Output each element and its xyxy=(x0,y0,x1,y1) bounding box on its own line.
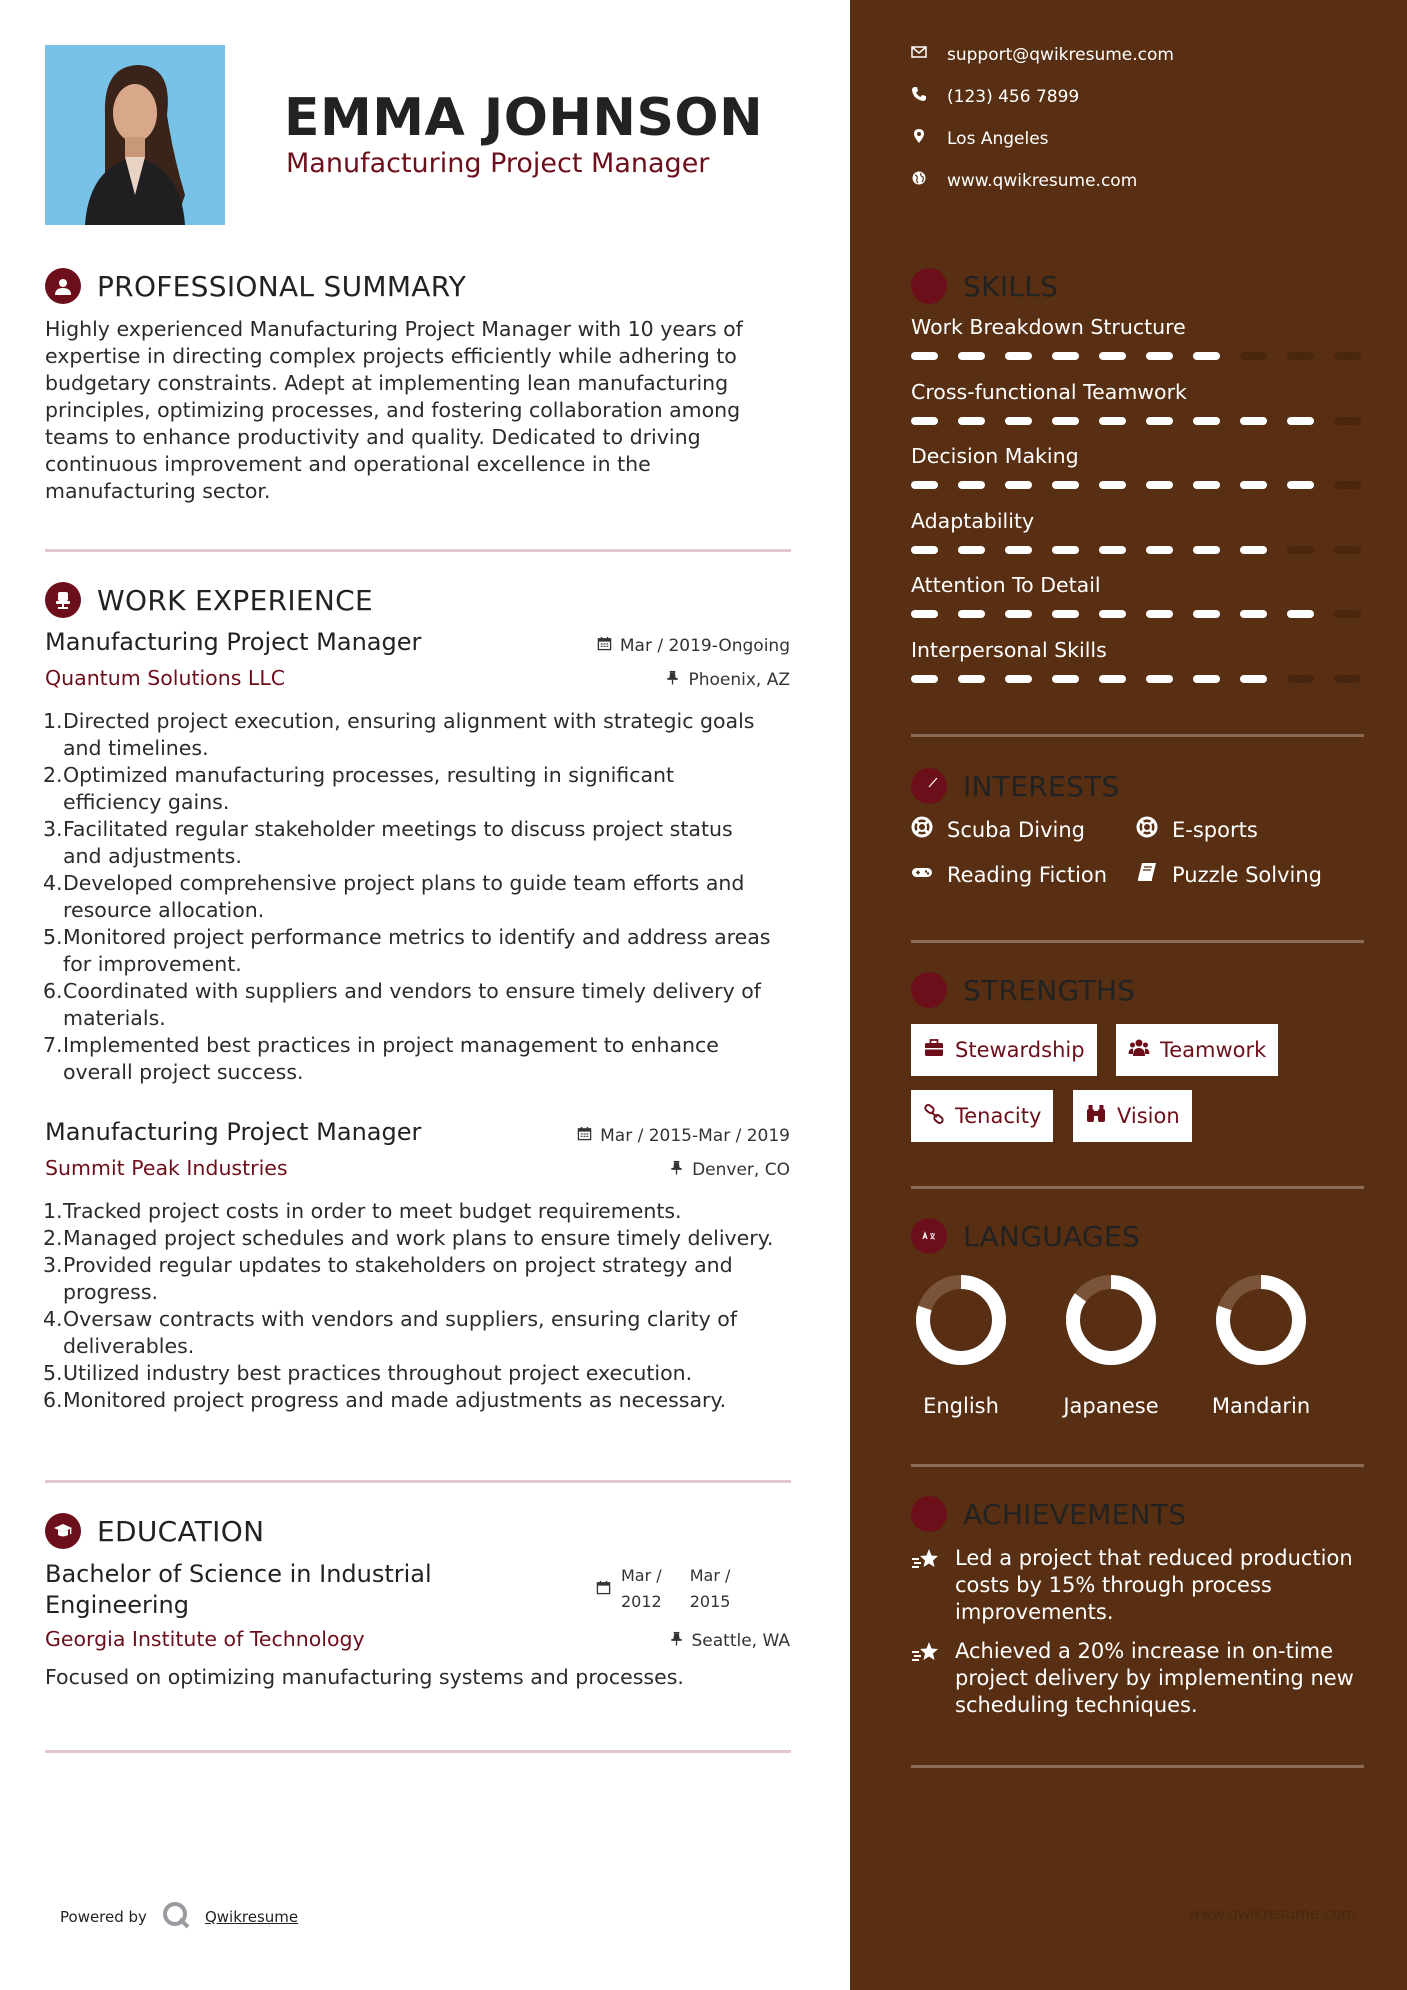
skill-level-empty xyxy=(1334,610,1361,618)
list-item xyxy=(43,762,823,816)
achievement-line: scheduling techniques. xyxy=(955,1693,1198,1717)
lifebuoy-icon xyxy=(911,816,947,843)
skill-level-meter xyxy=(911,610,1361,618)
strength-tag xyxy=(1116,1024,1278,1076)
briefcase-icon xyxy=(923,1037,955,1064)
skill-level-filled xyxy=(1146,610,1173,618)
skill-level-empty xyxy=(1287,675,1314,683)
education-title: EDUCATION xyxy=(97,1514,265,1548)
item-text: Utilized industry best practices throughout project execution. xyxy=(63,1361,693,1385)
skill-level-filled xyxy=(1240,417,1267,425)
item-number: 1. xyxy=(43,1199,63,1223)
job-location-text: Phoenix, AZ xyxy=(688,670,790,690)
interest-label: Puzzle Solving xyxy=(1172,862,1322,887)
education-end xyxy=(690,1563,731,1615)
item-text: Tracked project costs in order to meet budget requirements. xyxy=(63,1199,682,1223)
list-item xyxy=(43,1252,823,1306)
globe-icon xyxy=(911,170,947,191)
skill-level-filled xyxy=(958,417,985,425)
job-company: Quantum Solutions LLC xyxy=(45,666,286,690)
item-number: 3. xyxy=(43,1253,63,1277)
skill-level-filled xyxy=(958,481,985,489)
qwikresume-logo-icon xyxy=(161,1900,191,1934)
interest-label: Reading Fiction xyxy=(947,862,1108,887)
item-text: Oversaw contracts with vendors and suppliers, ensuring clarity of xyxy=(63,1307,738,1331)
skill-level-filled xyxy=(1146,352,1173,360)
languages-heading xyxy=(911,1218,1140,1254)
job-responsibilities xyxy=(43,1198,823,1414)
skills-heading xyxy=(911,268,1058,304)
summary-text xyxy=(45,316,835,505)
contact-phone xyxy=(911,86,1079,107)
item-number: 7. xyxy=(43,1033,63,1057)
summary-line: Highly experienced Manufacturing Project Manager with 10 years of xyxy=(45,317,743,341)
strength-label: Vision xyxy=(1117,1104,1180,1128)
item-text: Managed project schedules and work plans to ensure timely delivery. xyxy=(63,1226,774,1250)
language-item xyxy=(901,1270,1021,1418)
contact-location-text: Los Angeles xyxy=(947,128,1049,149)
section-divider xyxy=(45,549,791,552)
skill-level-filled xyxy=(1005,675,1032,683)
skill-level-empty xyxy=(1334,546,1361,554)
skill-level-filled xyxy=(1193,675,1220,683)
list-item xyxy=(43,816,823,870)
lifebuoy-icon xyxy=(1136,816,1172,843)
list-item xyxy=(43,708,823,762)
book-icon xyxy=(1136,861,1172,888)
powered-by-label: Powered by xyxy=(60,1908,147,1926)
item-text: Monitored project performance metrics to identify and address areas xyxy=(63,925,771,949)
skill-level-filled xyxy=(1099,675,1126,683)
achievement-line: project delivery by implementing new xyxy=(955,1666,1354,1690)
end-year: 2015 xyxy=(689,1592,731,1611)
pin-icon xyxy=(669,1160,684,1180)
shooting-star-icon xyxy=(911,1638,955,1719)
skill-level-empty xyxy=(1334,352,1361,360)
item-text: deliverables. xyxy=(63,1334,195,1358)
skill-level-filled xyxy=(1099,417,1126,425)
list-item xyxy=(43,1306,823,1360)
item-text: materials. xyxy=(63,1006,166,1030)
language-item xyxy=(1201,1270,1321,1418)
language-donut xyxy=(1211,1270,1311,1370)
skill-level-filled xyxy=(1005,610,1032,618)
footer-powered-by xyxy=(60,1900,298,1934)
skill-level-filled xyxy=(1005,546,1032,554)
skill-level-filled xyxy=(1052,352,1079,360)
languages-title: LANGUAGES xyxy=(963,1219,1141,1253)
end-month: Mar / xyxy=(689,1566,731,1585)
item-text: Implemented best practices in project management to enhance xyxy=(63,1033,719,1057)
skill-level-empty xyxy=(1334,675,1361,683)
skill-level-empty xyxy=(1334,481,1361,489)
skill-level-empty xyxy=(1240,352,1267,360)
skill-level-empty xyxy=(1287,352,1314,360)
summary-line: manufacturing sector. xyxy=(45,479,271,503)
start-month: Mar / xyxy=(621,1566,662,1585)
interest-item xyxy=(911,816,1085,843)
skill-level-meter xyxy=(911,352,1361,360)
skill-level-filled xyxy=(1146,546,1173,554)
item-number: 5. xyxy=(43,1361,63,1385)
item-number: 1. xyxy=(43,709,63,733)
language-donut xyxy=(1061,1270,1161,1370)
skill-level-filled xyxy=(1240,675,1267,683)
contact-website-text[interactable]: www.qwikresume.com xyxy=(947,170,1138,191)
fist-icon xyxy=(911,972,947,1008)
pin-icon xyxy=(669,1631,684,1651)
gamepad-icon xyxy=(911,861,947,888)
phone-icon xyxy=(911,86,947,107)
strength-tag xyxy=(911,1090,1053,1142)
interest-item xyxy=(1136,816,1258,843)
skill-level-meter xyxy=(911,417,1361,425)
item-text: Facilitated regular stakeholder meetings to discuss project status xyxy=(63,817,733,841)
skill-level-filled xyxy=(958,352,985,360)
item-text: Directed project execution, ensuring alignment with strategic goals xyxy=(63,709,755,733)
binoculars-icon xyxy=(1085,1103,1117,1130)
start-year: 2012 xyxy=(621,1592,662,1611)
calendar-icon xyxy=(596,1580,611,1599)
skill-level-filled xyxy=(1146,675,1173,683)
map-pin-icon xyxy=(911,128,947,149)
star-badge-icon xyxy=(911,1496,947,1532)
skill-name: Cross-functional Teamwork xyxy=(911,379,1187,404)
achievements-title: ACHIEVEMENTS xyxy=(963,1497,1187,1531)
skill-level-filled xyxy=(1099,352,1126,360)
skills-title: SKILLS xyxy=(963,269,1059,303)
skill-level-filled xyxy=(958,546,985,554)
envelope-icon xyxy=(911,44,947,65)
job-title: Manufacturing Project Manager xyxy=(45,628,422,656)
job-responsibilities xyxy=(43,708,823,1086)
skill-level-filled xyxy=(1052,675,1079,683)
strength-tag xyxy=(911,1024,1097,1076)
item-number: 4. xyxy=(43,1307,63,1331)
job-location xyxy=(669,1160,790,1180)
achievement-item xyxy=(911,1545,1371,1626)
skill-level-filled xyxy=(1052,610,1079,618)
interest-label: Scuba Diving xyxy=(947,817,1085,842)
contact-location xyxy=(911,128,1049,149)
skill-level-filled xyxy=(958,610,985,618)
language-item xyxy=(1051,1270,1171,1418)
skill-level-filled xyxy=(1240,546,1267,554)
item-text: efficiency gains. xyxy=(63,790,230,814)
job-dates-text: Mar / 2019-Ongoing xyxy=(619,636,790,656)
translate-icon xyxy=(911,1218,947,1254)
skill-level-filled xyxy=(911,481,938,489)
summary-heading xyxy=(45,268,466,304)
summary-line: expertise in directing complex projects efficiently while adhering to xyxy=(45,344,737,368)
item-text: progress. xyxy=(63,1280,159,1304)
job-location xyxy=(665,670,790,690)
contact-website xyxy=(911,170,1137,191)
item-text: Developed comprehensive project plans to guide team efforts and xyxy=(63,871,745,895)
skill-level-filled xyxy=(1287,481,1314,489)
skill-name: Interpersonal Skills xyxy=(911,637,1107,662)
calendar-icon xyxy=(597,636,612,656)
summary-line: budgetary constraints. Adept at implementing lean manufacturing xyxy=(45,371,729,395)
job-title: Manufacturing Project Manager xyxy=(45,1118,422,1146)
lightbulb-icon xyxy=(911,268,947,304)
job-company: Summit Peak Industries xyxy=(45,1156,288,1180)
skill-name: Work Breakdown Structure xyxy=(911,315,1186,339)
item-number: 3. xyxy=(43,817,63,841)
job-dates-text: Mar / 2015-Mar / 2019 xyxy=(600,1126,790,1146)
section-divider xyxy=(911,1765,1364,1768)
item-text: Coordinated with suppliers and vendors to ensure timely delivery of xyxy=(63,979,761,1003)
interest-item xyxy=(1136,861,1322,888)
achievement-line: Led a project that reduced production xyxy=(955,1546,1353,1570)
skill-level-filled xyxy=(1005,352,1032,360)
education-description: Focused on optimizing manufacturing systems and processes. xyxy=(45,1665,684,1689)
item-text: Optimized manufacturing processes, resulting in significant xyxy=(63,763,675,787)
item-text: Provided regular updates to stakeholders on project strategy and xyxy=(63,1253,733,1277)
skill-level-meter xyxy=(911,546,1361,554)
degree-line: Engineering xyxy=(45,1591,189,1619)
education-heading xyxy=(45,1513,264,1549)
contact-phone-text: (123) 456 7899 xyxy=(947,86,1080,107)
list-item xyxy=(43,1198,823,1225)
skill-level-filled xyxy=(1146,417,1173,425)
skill-level-filled xyxy=(1099,481,1126,489)
skill-name: Adaptability xyxy=(911,508,1035,533)
shooting-star-icon xyxy=(911,1545,955,1626)
school: Georgia Institute of Technology xyxy=(45,1627,365,1651)
link-icon xyxy=(923,1103,955,1130)
users-icon xyxy=(1128,1037,1160,1064)
strength-label: Teamwork xyxy=(1160,1038,1267,1062)
skill-level-filled xyxy=(1052,481,1079,489)
item-number: 2. xyxy=(43,763,63,787)
language-label: English xyxy=(923,1394,999,1418)
skill-level-meter xyxy=(911,481,1361,489)
item-text: and timelines. xyxy=(63,736,209,760)
skill-level-empty xyxy=(1287,546,1314,554)
section-divider xyxy=(911,940,1364,943)
degree xyxy=(45,1559,432,1621)
summary-line: principles, optimizing processes, and fostering collaboration among xyxy=(45,398,741,422)
skill-level-filled xyxy=(1005,417,1032,425)
language-label: Mandarin xyxy=(1211,1394,1311,1418)
education-start xyxy=(621,1563,662,1615)
strength-label: Stewardship xyxy=(955,1038,1085,1062)
skill-level-filled xyxy=(1052,546,1079,554)
chair-icon xyxy=(45,582,81,618)
skill-level-meter xyxy=(911,675,1361,683)
skill-level-filled xyxy=(911,675,938,683)
job-dates xyxy=(577,1126,790,1146)
list-item xyxy=(43,870,823,924)
list-item xyxy=(43,924,823,978)
achievement-text xyxy=(955,1638,1354,1719)
achievement-line: improvements. xyxy=(955,1600,1114,1624)
user-icon xyxy=(45,268,81,304)
achievements-heading xyxy=(911,1496,1186,1532)
interests-heading xyxy=(911,768,1120,804)
item-text: overall project success. xyxy=(63,1060,304,1084)
skill-level-filled xyxy=(1193,546,1220,554)
skill-level-filled xyxy=(911,352,938,360)
item-text: Monitored project progress and made adjustments as necessary. xyxy=(63,1388,727,1412)
education-location xyxy=(669,1631,791,1651)
skill-name: Attention To Detail xyxy=(911,573,1101,597)
skill-level-empty xyxy=(1334,417,1361,425)
graduation-cap-icon xyxy=(45,1513,81,1549)
item-number: 4. xyxy=(43,871,63,895)
skill-level-filled xyxy=(1005,481,1032,489)
item-number: 6. xyxy=(43,1388,63,1412)
skill-level-filled xyxy=(911,546,938,554)
skill-level-filled xyxy=(911,610,938,618)
item-number: 5. xyxy=(43,925,63,949)
candidate-name: EMMA JOHNSON xyxy=(284,88,764,148)
strength-tag xyxy=(1073,1090,1192,1142)
skill-level-filled xyxy=(1287,417,1314,425)
list-item xyxy=(43,978,823,1032)
summary-line: teams to enhance productivity and quality. Dedicated to driving xyxy=(45,425,701,449)
candidate-role: Manufacturing Project Manager xyxy=(286,148,710,179)
section-divider xyxy=(45,1480,791,1483)
language-donut xyxy=(911,1270,1011,1370)
contact-email-text[interactable]: support@qwikresume.com xyxy=(947,44,1174,65)
section-divider xyxy=(911,1464,1364,1467)
achievement-item xyxy=(911,1638,1371,1719)
interest-item xyxy=(911,861,1107,888)
skill-level-filled xyxy=(1193,481,1220,489)
skill-level-filled xyxy=(1099,546,1126,554)
skill-level-filled xyxy=(1052,417,1079,425)
skill-level-filled xyxy=(911,417,938,425)
footer-watermark: www.qwikresume.com xyxy=(1188,1905,1356,1923)
item-text: for improvement. xyxy=(63,952,242,976)
profile-photo xyxy=(45,45,225,225)
summary-line: continuous improvement and operational excellence in the xyxy=(45,452,651,476)
job-location-text: Denver, CO xyxy=(692,1160,790,1180)
skill-level-filled xyxy=(1193,352,1220,360)
pin-icon xyxy=(665,670,680,690)
experience-heading xyxy=(45,582,373,618)
achievement-text xyxy=(955,1545,1353,1626)
list-item xyxy=(43,1032,823,1086)
achievement-line: costs by 15% through process xyxy=(955,1573,1272,1597)
skill-level-filled xyxy=(958,675,985,683)
skill-name: Decision Making xyxy=(911,444,1079,468)
skill-level-filled xyxy=(1146,481,1173,489)
education-dates xyxy=(596,1563,730,1615)
achievement-line: Achieved a 20% increase in on-time xyxy=(955,1639,1334,1663)
section-divider xyxy=(911,734,1364,737)
strengths-title: STRENGTHS xyxy=(963,973,1136,1007)
summary-title: PROFESSIONAL SUMMARY xyxy=(97,269,467,303)
skill-level-filled xyxy=(1240,481,1267,489)
list-item xyxy=(43,1225,823,1252)
job-dates xyxy=(597,636,790,656)
skill-level-filled xyxy=(1193,610,1220,618)
list-item xyxy=(43,1387,823,1414)
strengths-heading xyxy=(911,972,1135,1008)
item-number: 6. xyxy=(43,979,63,1003)
skill-level-filled xyxy=(1287,610,1314,618)
strength-label: Tenacity xyxy=(955,1104,1042,1128)
language-label: Japanese xyxy=(1063,1394,1159,1418)
contact-email xyxy=(911,44,1174,65)
interests-title: INTERESTS xyxy=(963,769,1120,803)
item-text: resource allocation. xyxy=(63,898,265,922)
skill-level-filled xyxy=(1099,610,1126,618)
item-number: 2. xyxy=(43,1226,63,1250)
qwikresume-link[interactable]: Qwikresume xyxy=(204,1908,299,1926)
item-text: and adjustments. xyxy=(63,844,242,868)
calendar-icon xyxy=(577,1126,592,1146)
interest-label: E-sports xyxy=(1172,817,1258,842)
education-location-text: Seattle, WA xyxy=(691,1631,790,1651)
skill-level-filled xyxy=(1240,610,1267,618)
skill-level-filled xyxy=(1193,417,1220,425)
section-divider xyxy=(911,1186,1364,1189)
paper-plane-icon xyxy=(911,768,947,804)
list-item xyxy=(43,1360,823,1387)
experience-title: WORK EXPERIENCE xyxy=(97,583,373,617)
degree-line: Bachelor of Science in Industrial xyxy=(45,1560,432,1588)
section-divider xyxy=(45,1750,791,1753)
